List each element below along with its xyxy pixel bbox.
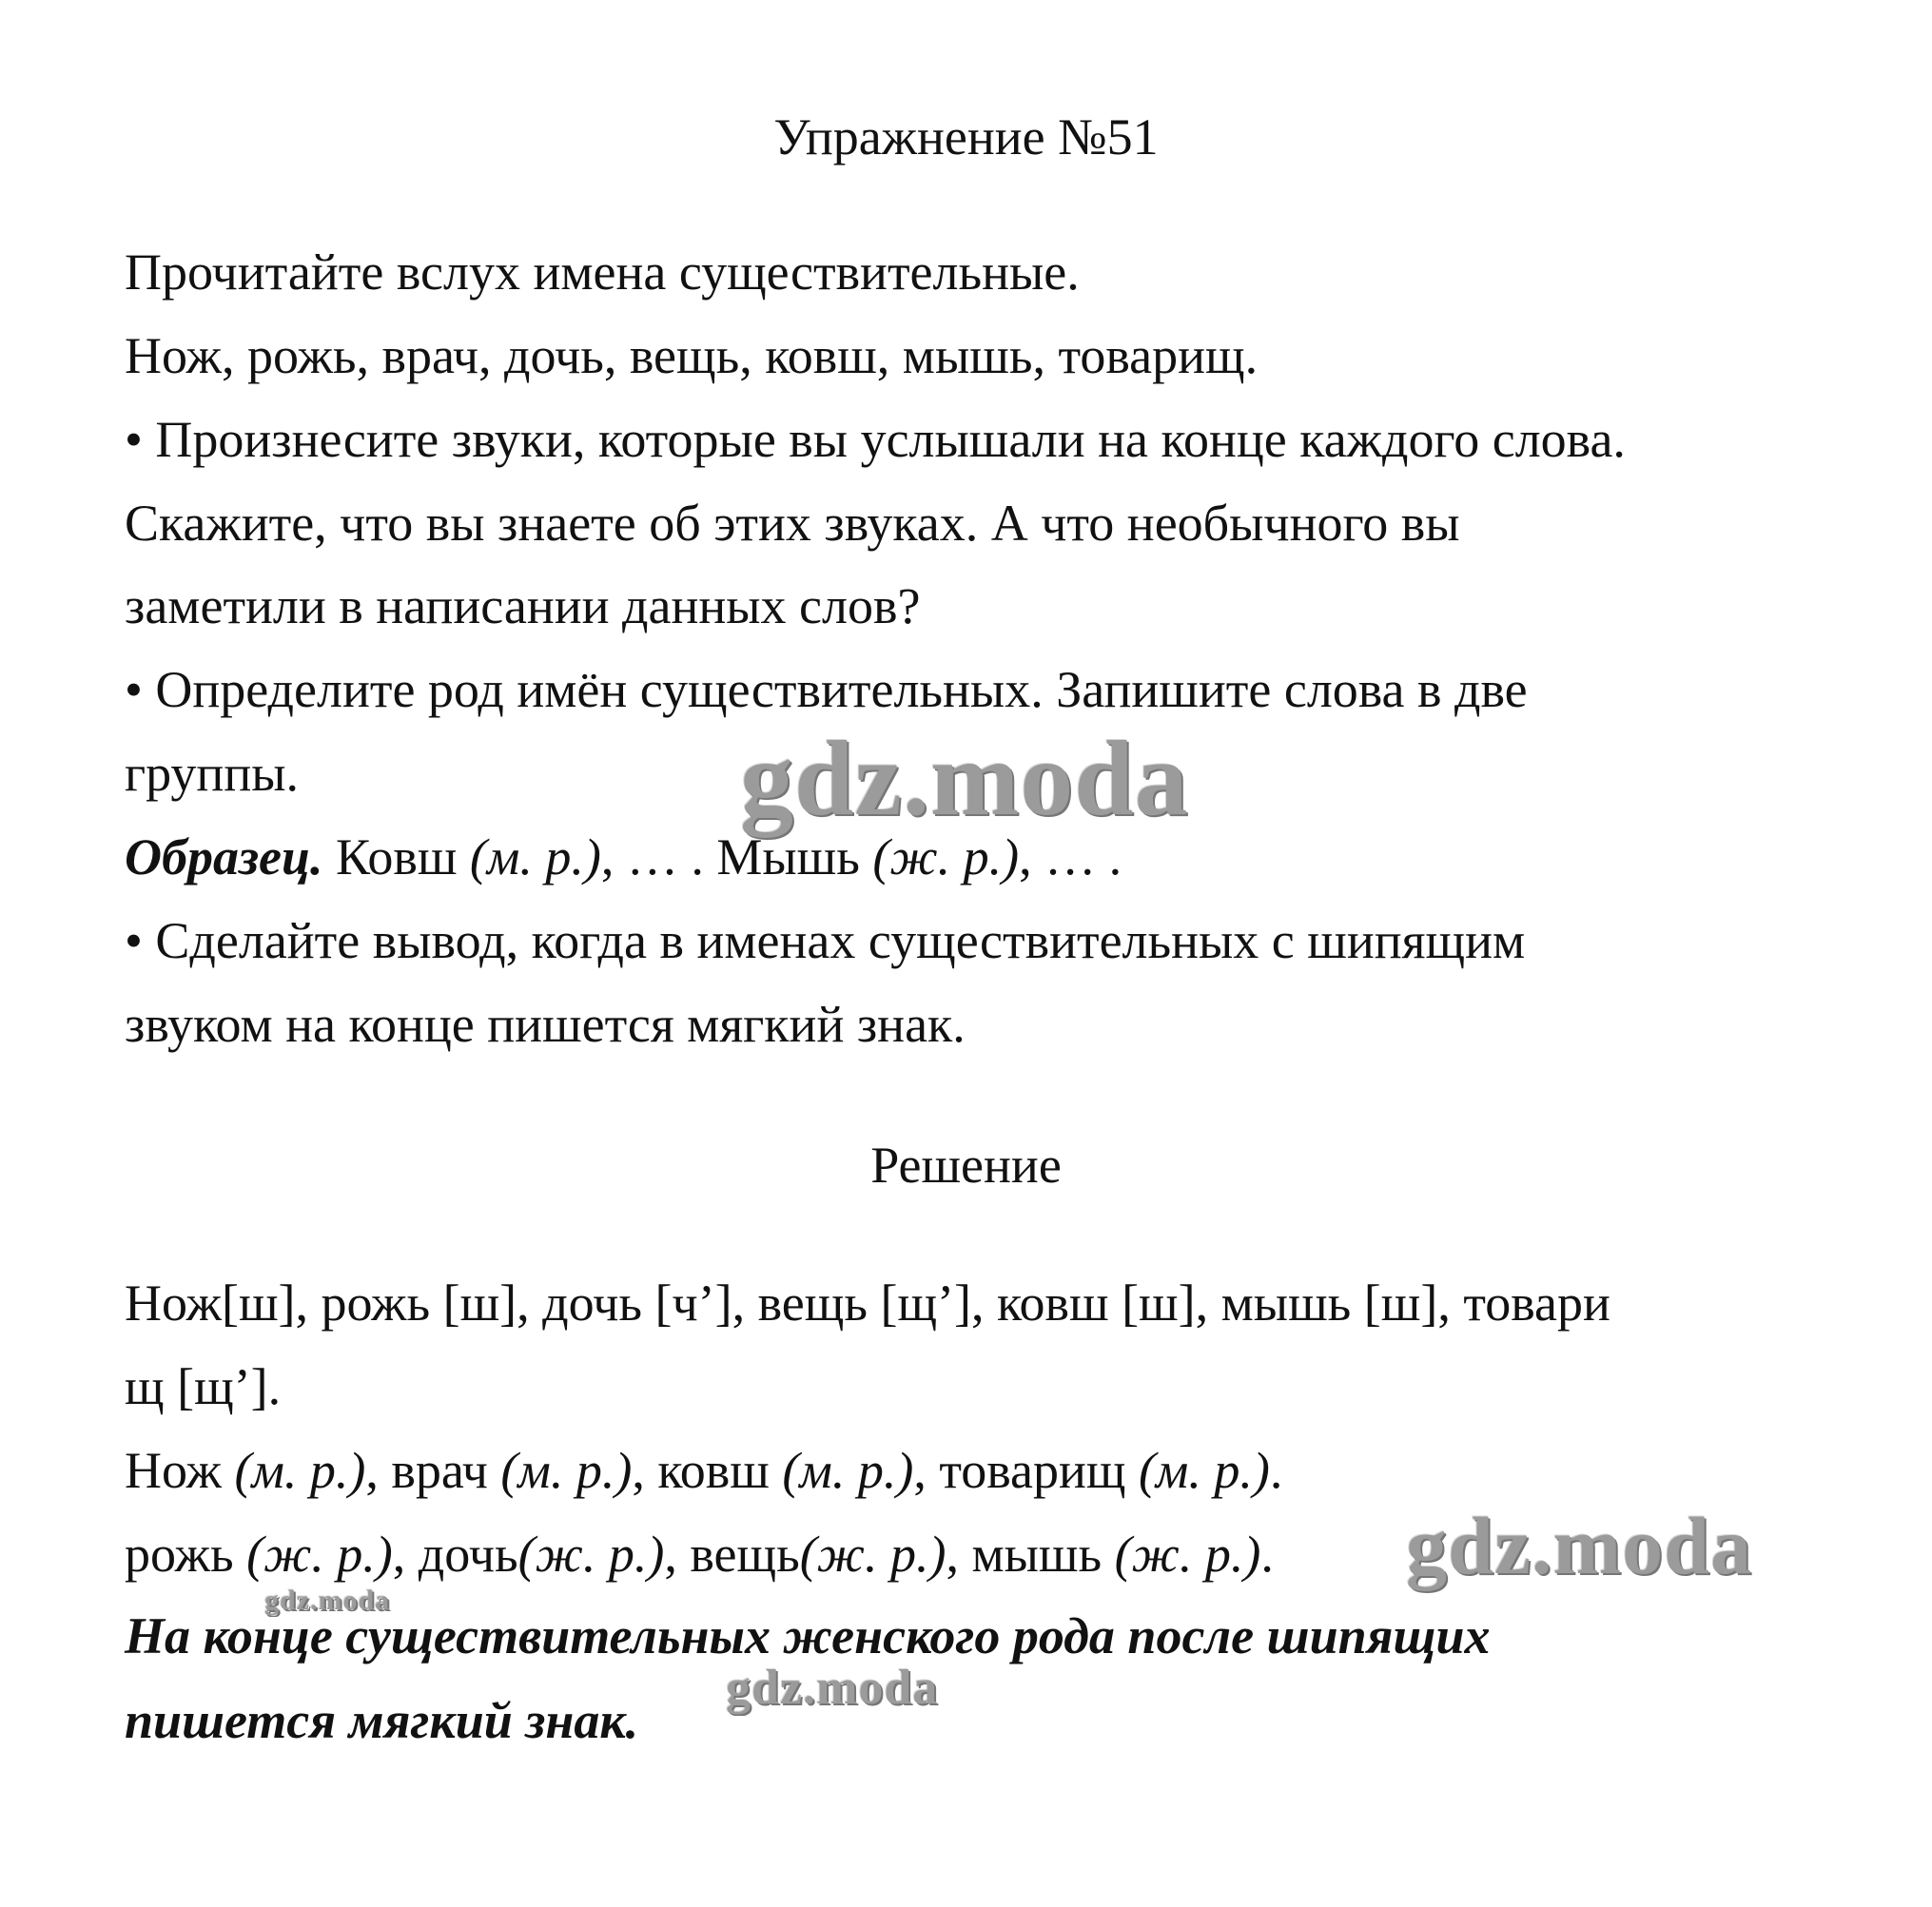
masc-word-4: , товарищ (913, 1442, 1139, 1499)
fem-word-4: , мышь (946, 1526, 1115, 1583)
masc-word-1: Нож (125, 1442, 235, 1499)
sample-label: Образец. (125, 828, 323, 885)
masc-word-2: , врач (365, 1442, 501, 1499)
exercise-line-4: Скажите, что вы знаете об этих звуках. А что необычного вы (125, 495, 1460, 552)
masculine-line (125, 1440, 1282, 1501)
fem-gender-2: (ж. р.) (517, 1526, 665, 1583)
watermark-logo: gdz.moda (1406, 1500, 1752, 1591)
fem-gender-4: (ж. р.) (1114, 1526, 1261, 1583)
exercise-line-7: группы. (125, 745, 300, 802)
exercise-line-10: звуком на конце пишется мягкий знак. (125, 996, 966, 1053)
sample-word-1: Ковш (322, 828, 470, 885)
fem-word-2: , дочь (392, 1526, 518, 1583)
solution-line-1: Нож[ш], рожь [ш], дочь [ч’], вещь [щ’], ковш [ш], мышь [ш], товари (125, 1275, 1610, 1332)
sample-sep-2: , … . (1019, 828, 1122, 885)
masc-gender-1: (м. р.) (234, 1442, 366, 1499)
masc-word-3: , ковш (632, 1442, 783, 1499)
exercise-line-3: • Произнесите звуки, которые вы услышали на конце каждого слова. (125, 411, 1626, 468)
fem-word-3: , вещь (664, 1526, 800, 1583)
solution-line-2: щ [щ’]. (125, 1358, 282, 1415)
masc-gender-2: (м. р.) (500, 1442, 633, 1499)
exercise-title: Упражнение №51 (773, 108, 1159, 165)
masc-end: . (1269, 1442, 1283, 1499)
sample-gender-2: (ж. р.) (872, 828, 1020, 885)
watermark-logo: gdz.moda (726, 1661, 939, 1715)
sample-gender-1: (м. р.) (469, 828, 601, 885)
masc-gender-3: (м. р.) (782, 1442, 914, 1499)
feminine-line (125, 1524, 1274, 1585)
sample-sep-1: , … . Мышь (600, 828, 873, 885)
fem-gender-1: (ж. р.) (246, 1526, 393, 1583)
fem-word-1: рожь (125, 1526, 247, 1583)
watermark-logo: gdz.moda (264, 1585, 391, 1616)
watermark-logo: gdz.moda (740, 720, 1189, 838)
exercise-line-1: Прочитайте вслух имена существительные. (125, 243, 1080, 301)
exercise-line-9: • Сделайте вывод, когда в именах существительных с шипящим (125, 912, 1526, 969)
conclusion-line-2: пишется мягкий знак. (125, 1692, 639, 1749)
exercise-line-2: Нож, рожь, врач, дочь, вещь, ковш, мышь, товарищ. (125, 327, 1259, 384)
fem-end: . (1260, 1526, 1274, 1583)
exercise-line-6: • Определите род имён существительных. Запишите слова в две (125, 661, 1528, 718)
fem-gender-3: (ж. р.) (799, 1526, 946, 1583)
exercise-line-5: заметили в написании данных слов? (125, 577, 921, 634)
masc-gender-4: (м. р.) (1138, 1442, 1270, 1499)
conclusion-line-1: На конце существительных женского рода после шипящих (125, 1607, 1491, 1664)
solution-heading: Решение (870, 1137, 1062, 1194)
